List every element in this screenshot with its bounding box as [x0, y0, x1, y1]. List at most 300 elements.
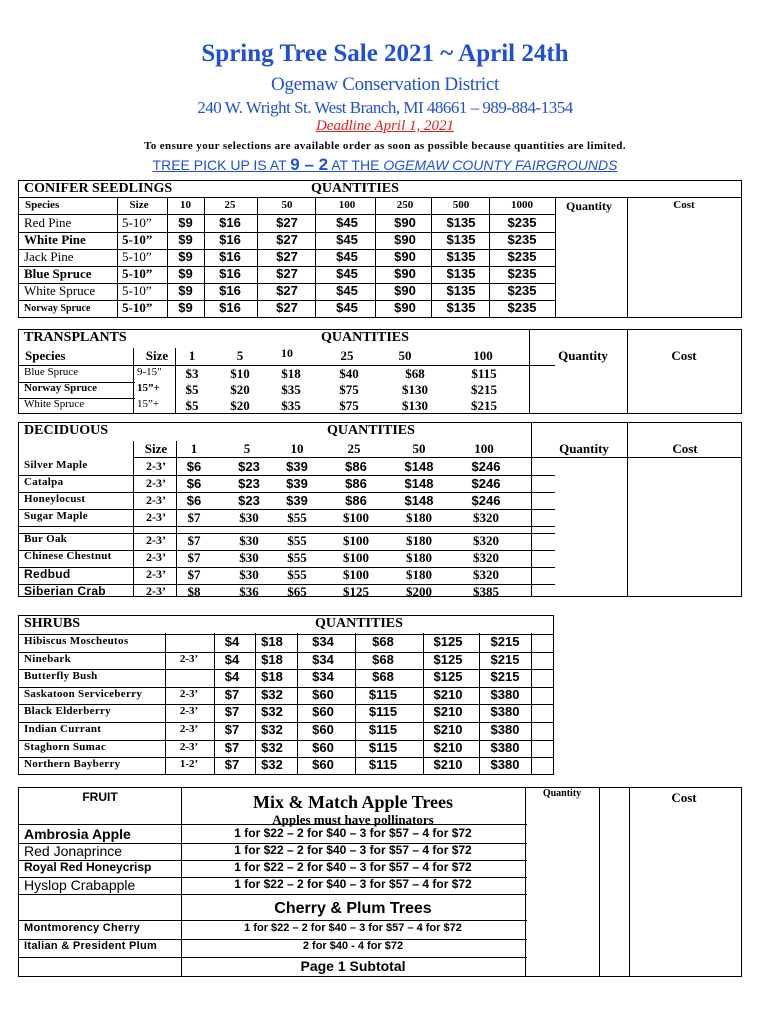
price-cell: $18 [261, 669, 283, 685]
fruit-name: Red Jonaprince [24, 843, 123, 859]
price-cell: $100 [343, 567, 369, 582]
subtotal-label: Page 1 Subtotal [300, 958, 406, 974]
divider [133, 441, 134, 596]
price-cell: $55 [287, 567, 307, 582]
price-text: 1 for $22 – 2 for $40 – 3 for $57 – 4 for $72 [234, 877, 472, 891]
price-cell: $45 [336, 249, 358, 264]
conifer-seedlings-table [18, 180, 742, 318]
price-cell: $7 [224, 739, 240, 755]
size-value: 2-3’ [146, 476, 166, 490]
price-cell: $235 [507, 215, 537, 230]
price-cell: $32 [261, 739, 283, 755]
divider [19, 757, 553, 758]
price-cell: $148 [404, 493, 434, 508]
price-cell: $75 [339, 382, 359, 397]
divider [479, 633, 480, 774]
column-header: Quantity [559, 441, 609, 456]
species-name: Northern Bayberry [24, 758, 121, 771]
price-cell: $55 [287, 510, 307, 525]
price-cell: $7 [187, 550, 201, 565]
price-cell: $180 [406, 533, 432, 548]
size-value: 2-3’ [179, 740, 199, 753]
column-header: Quantity [565, 199, 612, 213]
divider [133, 348, 134, 413]
price-cell: $125 [433, 634, 463, 649]
divider [19, 567, 555, 568]
price-cell: $215 [471, 382, 497, 397]
species-name: Black Elderberry [24, 705, 111, 718]
price-cell: $60 [312, 686, 334, 702]
price-cell: $20 [230, 382, 250, 397]
price-cell: $385 [473, 584, 499, 599]
price-cell: $36 [239, 584, 259, 599]
price-cell: $8 [187, 584, 201, 599]
species-name: White Spruce [24, 398, 85, 410]
column-header: Species [25, 348, 66, 363]
column-header: Quantity [558, 348, 608, 363]
price-cell: $210 [433, 757, 463, 773]
price-cell: $34 [312, 669, 334, 685]
price-cell: $9 [178, 300, 193, 315]
species-name: Honeylocust [24, 493, 86, 505]
species-name: Bur Oak [24, 533, 68, 545]
transplants-table [18, 329, 742, 414]
price-cell: $235 [507, 232, 537, 247]
pickup-hours: 9 – 2 [290, 155, 329, 174]
price-cell: $27 [276, 300, 298, 315]
divider [255, 633, 256, 774]
section-title: TRANSPLANTS [24, 330, 127, 345]
price-cell: $148 [404, 476, 434, 491]
price-cell: $65 [287, 584, 307, 599]
column-header: 5 [243, 441, 251, 456]
column-header: Size [129, 199, 149, 211]
column-header: Cost [671, 790, 697, 805]
column-header: 1000 [511, 199, 533, 211]
price-cell: $380 [490, 686, 520, 702]
shrubs-grid [18, 615, 554, 775]
price-cell: $68 [372, 651, 394, 667]
divider [19, 669, 553, 670]
divider [525, 788, 526, 976]
divider [19, 687, 553, 688]
price-cell: $30 [239, 567, 259, 582]
price-cell: $180 [406, 510, 432, 525]
price-cell: $320 [473, 510, 499, 525]
price-cell: $30 [239, 533, 259, 548]
fruit-name: Italian & President Plum [24, 940, 158, 952]
divider [167, 198, 168, 317]
price-cell: $27 [276, 266, 298, 281]
price-cell: $7 [224, 722, 240, 737]
price-cell: $45 [336, 215, 358, 230]
price-cell: $45 [336, 300, 358, 315]
apple-trees-title: Mix & Match Apple Trees [253, 792, 453, 812]
divider [529, 330, 530, 413]
price-cell: $4 [224, 651, 240, 667]
species-name: Sugar Maple [24, 510, 88, 522]
column-header: 250 [396, 199, 414, 211]
divider [19, 634, 553, 635]
price-text: 1 for $22 – 2 for $40 – 3 for $57 – 4 for $72 [234, 860, 472, 874]
size-value: 15”+ [137, 382, 160, 394]
price-cell: $246 [471, 493, 501, 508]
divider [165, 633, 166, 774]
column-header: 25 [347, 441, 361, 456]
divider [627, 423, 628, 596]
size-value: 5-10” [122, 249, 152, 264]
species-name: Saskatoon Serviceberry [24, 687, 143, 700]
pollinator-note: Apples must have pollinators [272, 812, 434, 827]
price-cell: $100 [343, 533, 369, 548]
price-cell: $9 [178, 283, 193, 298]
divider [19, 584, 555, 585]
species-name: Blue Spruce [24, 366, 79, 378]
species-name: Ninebark [24, 652, 72, 665]
size-value: 2-3’ [146, 533, 166, 547]
price-cell: $39 [286, 493, 308, 508]
price-cell: $148 [404, 459, 434, 474]
divider [375, 198, 376, 317]
price-cell: $32 [261, 686, 283, 702]
price-cell: $9 [178, 266, 193, 281]
price-cell: $115 [368, 757, 398, 773]
price-cell: $23 [238, 476, 260, 491]
price-cell: $68 [372, 634, 394, 649]
organization-address: 240 W. Wright St. West Branch, MI 48661 – 989-884-1354 [197, 98, 573, 117]
price-cell: $18 [281, 366, 301, 381]
size-value: 5-10” [122, 300, 153, 315]
price-cell: $380 [490, 704, 520, 720]
price-cell: $125 [433, 651, 463, 667]
column-header: Quantity [542, 788, 582, 799]
price-cell: $18 [261, 634, 283, 649]
species-name: White Spruce [24, 283, 96, 298]
section-title: SHRUBS [24, 616, 81, 631]
species-name: Staghorn Sumac [24, 740, 107, 753]
divider [19, 920, 527, 921]
column-header: 25 [340, 348, 354, 363]
divider [19, 740, 553, 741]
organization-name: Ogemaw Conservation District [271, 74, 499, 95]
column-header: Cost [673, 199, 695, 211]
price-cell: $5 [185, 398, 199, 413]
price-cell: $34 [312, 651, 334, 667]
price-cell: $130 [402, 382, 428, 397]
price-cell: $32 [261, 722, 283, 737]
price-cell: $210 [433, 722, 463, 737]
price-cell: $9 [178, 215, 193, 230]
species-name: Catalpa [24, 476, 64, 488]
species-name: Hibiscus Moscheutos [24, 635, 129, 647]
column-header: 10 [281, 346, 293, 360]
price-cell: $246 [471, 476, 501, 491]
price-cell: $135 [446, 249, 476, 264]
price-cell: $320 [473, 550, 499, 565]
size-value: 5-10” [122, 215, 152, 230]
price-cell: $16 [219, 300, 241, 315]
size-value: 2-3’ [179, 687, 199, 700]
price-cell: $215 [471, 398, 497, 413]
price-cell: $135 [446, 232, 476, 247]
divider [315, 198, 316, 317]
size-value: 5-10” [122, 232, 153, 247]
price-cell: $34 [312, 634, 334, 649]
species-name: Red Pine [24, 215, 72, 230]
divider [19, 526, 555, 527]
fruit-table [18, 787, 742, 977]
price-cell: $210 [433, 686, 463, 702]
size-value: 2-3’ [146, 510, 166, 524]
price-cell: $4 [224, 634, 240, 649]
size-value: 9-15" [137, 366, 162, 378]
column-header: 1 [188, 348, 196, 363]
price-cell: $125 [433, 669, 463, 685]
size-value: 5-10” [122, 266, 153, 281]
price-cell: $45 [336, 232, 358, 247]
price-cell: $7 [224, 704, 240, 720]
cherry-plum-title: Cherry & Plum Trees [274, 900, 432, 917]
divider [19, 722, 553, 723]
price-cell: $18 [261, 651, 283, 667]
price-cell: $16 [219, 215, 241, 230]
price-cell: $235 [507, 283, 537, 298]
quantities-header: QUANTITIES [315, 616, 403, 631]
divider [431, 198, 432, 317]
price-cell: $30 [239, 510, 259, 525]
price-cell: $320 [473, 567, 499, 582]
deciduous-table [18, 422, 742, 597]
species-name: Siberian Crab [24, 584, 106, 598]
price-cell: $115 [368, 739, 398, 755]
price-cell: $210 [433, 704, 463, 720]
price-cell: $200 [406, 584, 432, 599]
divider [489, 198, 490, 317]
price-cell: $32 [261, 704, 283, 720]
price-cell: $380 [490, 757, 520, 773]
price-cell: $6 [186, 493, 202, 508]
price-cell: $235 [507, 300, 537, 315]
price-cell: $115 [471, 366, 497, 381]
quantities-header: QUANTITIES [311, 181, 399, 196]
price-cell: $60 [312, 704, 334, 720]
column-header: 50 [412, 441, 426, 456]
divider [531, 423, 532, 596]
size-value: 2-3’ [179, 705, 199, 718]
price-cell: $180 [406, 550, 432, 565]
size-value: 2-3’ [146, 567, 166, 581]
price-text: 1 for $22 – 2 for $40 – 3 for $57 – 4 for $72 [244, 922, 462, 934]
column-header: 10 [180, 199, 191, 211]
column-header: 5 [236, 348, 244, 363]
column-header: 50 [281, 199, 293, 211]
divider [355, 633, 356, 774]
price-cell: $135 [446, 215, 476, 230]
price-cell: $210 [433, 739, 463, 755]
price-cell: $7 [187, 567, 201, 582]
price-cell: $27 [276, 215, 298, 230]
divider [176, 441, 177, 596]
section-title: DECIDUOUS [24, 423, 109, 438]
deadline: Deadline April 1, 2021 [315, 118, 455, 134]
price-cell: $20 [230, 398, 250, 413]
price-cell: $100 [343, 510, 369, 525]
price-cell: $23 [238, 459, 260, 474]
price-cell: $16 [219, 249, 241, 264]
divider [175, 348, 176, 413]
price-cell: $235 [507, 249, 537, 264]
size-value: 2-3’ [146, 493, 166, 507]
size-value: 5-10” [122, 283, 152, 298]
price-cell: $90 [394, 232, 416, 247]
price-cell: $45 [336, 283, 358, 298]
divider [627, 198, 628, 317]
divider [19, 550, 555, 551]
price-cell: $86 [345, 493, 367, 508]
price-cell: $235 [507, 266, 537, 281]
species-name: White Pine [24, 232, 86, 247]
divider [297, 633, 298, 774]
size-value: 2-3’ [146, 459, 166, 473]
price-cell: $35 [281, 382, 301, 397]
price-cell: $115 [368, 722, 398, 737]
divider [214, 633, 215, 774]
divider [555, 198, 556, 317]
price-cell: $86 [345, 476, 367, 491]
price-cell: $125 [343, 584, 369, 599]
species-name: Chinese Chestnut [24, 550, 112, 562]
divider [117, 198, 118, 317]
price-cell: $90 [394, 249, 416, 264]
divider [423, 633, 424, 774]
column-header: Cost [672, 441, 698, 456]
species-name: Norway Spruce [24, 382, 98, 394]
price-cell: $9 [178, 249, 193, 264]
column-header: Size [145, 348, 169, 363]
size-value: 2-3’ [146, 584, 166, 598]
price-cell: $60 [312, 757, 334, 773]
column-header: Size [144, 441, 168, 456]
price-cell: $135 [446, 266, 476, 281]
price-cell: $135 [446, 283, 476, 298]
price-cell: $10 [230, 366, 250, 381]
price-cell: $4 [224, 669, 240, 685]
price-cell: $35 [281, 398, 301, 413]
size-value: 2-3’ [179, 723, 199, 735]
price-cell: $27 [276, 232, 298, 247]
price-cell: $9 [178, 232, 193, 247]
price-cell: $115 [368, 686, 398, 702]
column-header: 50 [398, 348, 412, 363]
divider [627, 330, 628, 413]
pickup-text: TREE PICK UP IS AT [152, 157, 291, 173]
price-cell: $215 [490, 669, 520, 685]
shrubs-table [18, 615, 742, 775]
species-name: Silver Maple [24, 459, 88, 471]
quantities-header: QUANTITIES [321, 330, 409, 345]
price-cell: $5 [185, 382, 199, 397]
divider [19, 704, 553, 705]
price-cell: $380 [490, 722, 520, 737]
divider [531, 633, 532, 774]
divider [629, 788, 630, 976]
price-cell: $39 [286, 459, 308, 474]
price-cell: $60 [312, 722, 334, 737]
price-text: 2 for $40 - 4 for $72 [302, 940, 404, 952]
price-cell: $16 [219, 283, 241, 298]
price-cell: $7 [224, 757, 240, 773]
price-cell: $180 [406, 567, 432, 582]
price-cell: $90 [394, 300, 416, 315]
column-header: 1 [190, 441, 198, 456]
price-cell: $55 [287, 550, 307, 565]
species-name: Butterfly Bush [24, 670, 98, 683]
divider [204, 198, 205, 317]
price-cell: $39 [286, 476, 308, 491]
price-cell: $7 [187, 533, 201, 548]
size-value: 2-3’ [179, 652, 199, 665]
quantities-header: QUANTITIES [327, 423, 415, 438]
price-cell: $55 [287, 533, 307, 548]
price-text: 1 for $22 – 2 for $40 – 3 for $57 – 4 for $72 [234, 826, 472, 840]
divider [19, 197, 741, 198]
pickup-location: OGEMAW COUNTY FAIRGROUNDS [383, 157, 618, 173]
price-cell: $90 [394, 266, 416, 281]
column-header: 100 [474, 441, 494, 456]
divider [19, 824, 527, 825]
size-value: 2-3’ [146, 550, 166, 564]
column-header: 100 [473, 348, 493, 363]
pickup-text: AT THE [328, 157, 384, 173]
species-name: Blue Spruce [24, 266, 92, 281]
price-cell: $7 [187, 510, 201, 525]
column-header: 10 [290, 441, 304, 456]
price-cell: $60 [312, 739, 334, 755]
price-cell: $40 [339, 366, 359, 381]
divider [599, 788, 600, 976]
price-cell: $7 [224, 686, 240, 702]
divider [133, 457, 741, 458]
column-header: 25 [224, 199, 236, 211]
column-header: Species [25, 199, 60, 211]
fruit-name: Montmorency Cherry [24, 922, 141, 934]
price-cell: $68 [405, 366, 425, 381]
price-cell: $30 [239, 550, 259, 565]
price-cell: $75 [339, 398, 359, 413]
fruit-name: Ambrosia Apple [24, 826, 131, 842]
availability-note: To ensure your selections are available order as soon as possible because quantities are limited. [144, 140, 626, 152]
price-cell: $68 [372, 669, 394, 685]
price-cell: $135 [446, 300, 476, 315]
price-cell: $16 [219, 266, 241, 281]
fruit-name: Royal Red Honeycrisp [24, 860, 152, 874]
price-cell: $90 [394, 283, 416, 298]
price-cell: $27 [276, 283, 298, 298]
divider [19, 533, 555, 534]
column-header: Cost [671, 348, 697, 363]
divider [19, 509, 555, 510]
size-value: 15”+ [137, 398, 160, 410]
page-title: Spring Tree Sale 2021 ~ April 24th [201, 40, 569, 67]
price-cell: $16 [219, 232, 241, 247]
fruit-name: Hyslop Crabapple [24, 877, 136, 893]
divider [19, 492, 555, 493]
divider [19, 475, 555, 476]
divider [19, 894, 527, 895]
price-cell: $215 [490, 634, 520, 649]
column-header: 500 [452, 199, 470, 211]
divider [19, 652, 553, 653]
